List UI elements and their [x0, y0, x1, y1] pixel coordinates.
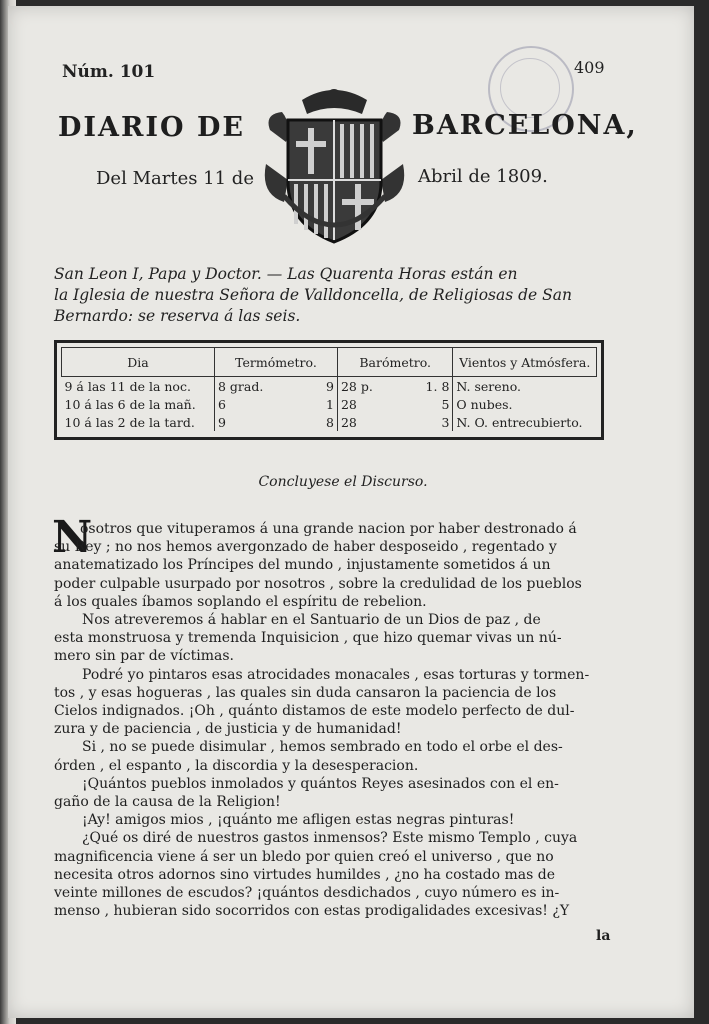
date-line-right: Abril de 1809. — [418, 166, 548, 187]
column-header: Termómetro. — [215, 348, 338, 377]
body-line: zura y de paciencia , de justicia y de humanidad! — [54, 721, 402, 738]
masthead-title-left: DIARIO DE — [58, 112, 245, 143]
body-line: ¿Qué os diré de nuestros gastos inmensos? Este mismo Templo , cuya — [82, 830, 578, 847]
body-line: veinte millones de escudos? ¡quántos desdichados , cuyo número es in- — [54, 885, 560, 902]
notice-line: San Leon I, Papa y Doctor. — Las Quarenta Horas están en — [54, 265, 518, 283]
table-cell: 10 á las 2 de la tard. — [62, 413, 215, 431]
body-line: mero sin par de víctimas. — [54, 648, 234, 665]
table-cell: 1 — [311, 395, 338, 413]
article-body — [54, 520, 614, 920]
notice-line: Bernardo: se reserva á las seis. — [54, 307, 301, 325]
drop-cap: N — [52, 512, 93, 563]
table-cell: 1. 8 — [402, 377, 453, 396]
weather-table-header — [62, 348, 597, 377]
table-cell: 6 — [218, 396, 226, 412]
table-cell: 28 — [340, 396, 357, 412]
body-line: Nos atreveremos á hablar en el Santuario de un Dios de paz , de — [82, 612, 541, 629]
column-header: Barómetro. — [337, 348, 452, 377]
body-line: ¡Quántos pueblos inmolados y quántos Reyes asesinados con el en- — [82, 775, 559, 792]
column-header: Vientos y Atmósfera. — [453, 348, 597, 377]
body-line: Cielos indignados. ¡Oh , quánto distamos de este modelo perfecto de dul- — [54, 703, 575, 720]
table-cell: 10 á las 6 de la mañ. — [62, 395, 215, 413]
issue-number: Núm. 101 — [62, 62, 156, 82]
article-subtitle: Concluyese el Discurso. — [258, 474, 428, 490]
body-line: gaño de la causa de la Religion! — [54, 794, 281, 811]
table-row — [62, 413, 597, 431]
body-line: osotros que vituperamos á una grande nacion por haber destronado á — [80, 521, 577, 537]
saint-of-the-day-notice — [54, 264, 614, 327]
table-cell: 5 — [402, 395, 453, 413]
catchword: la — [596, 928, 611, 944]
barcelona-coat-of-arms-icon — [262, 84, 407, 246]
body-line: órden , el espanto , la discordia y la desesperacion. — [54, 757, 419, 774]
body-line: menso , hubieran sido socorridos con estas prodigalidades excesivas! ¿Y — [54, 903, 570, 920]
table-cell: 28 p. — [340, 378, 373, 394]
table-cell: O nubes. — [456, 396, 513, 412]
body-line: ¡Ay! amigos mios , ¡quánto me afligen estas negras pinturas! — [82, 812, 515, 829]
table-row — [62, 395, 597, 413]
weather-table — [54, 340, 604, 440]
body-line: necesita otros adornos sino virtudes humildes , ¿no ha costado mas de — [54, 866, 556, 883]
table-cell: 28 — [340, 414, 357, 430]
page-number: 409 — [574, 58, 605, 77]
body-line: tos , y esas hogueras , las quales sin duda cansaron la paciencia de los — [54, 684, 557, 701]
table-cell: 9 — [218, 414, 226, 430]
body-line: anatematizado los Príncipes del mundo , injustamente sometidos á un — [54, 557, 551, 574]
body-line: Si , no se puede disimular , hemos sembrado en todo el orbe el des- — [82, 739, 563, 756]
body-line: esta monstruosa y tremenda Inquisicion , que hizo quemar vivas un nú- — [54, 630, 562, 647]
body-line: á los quales íbamos soplando el espíritu de rebelion. — [54, 593, 427, 610]
masthead-title-right: BARCELONA, — [412, 110, 638, 141]
body-line: magnificencia viene á ser un bledo por quien creó el universo , que no — [54, 848, 554, 865]
table-cell: 8 grad. — [218, 378, 264, 394]
table-cell: 9 á las 11 de la noc. — [62, 377, 215, 396]
table-cell: N. O. entrecubierto. — [456, 414, 583, 430]
table-cell: 3 — [402, 413, 453, 431]
body-line: Podré yo pintaros esas atrocidades monacales , esas torturas y tormen- — [82, 666, 590, 683]
body-line: su Rey ; no nos hemos avergonzado de haber desposeido , regentado y — [54, 539, 557, 556]
table-cell: 9 — [311, 377, 338, 396]
body-line: poder culpable usurpado por nosotros , sobre la credulidad de los pueblos — [54, 575, 582, 592]
column-header: Dia — [62, 348, 215, 377]
table-row — [62, 377, 597, 396]
date-line-left: Del Martes 11 de — [96, 168, 254, 189]
table-cell: N. sereno. — [456, 378, 522, 394]
notice-line: la Iglesia de nuestra Señora de Valldoncella, de Religiosas de San — [54, 286, 572, 304]
table-cell: 8 — [311, 413, 338, 431]
